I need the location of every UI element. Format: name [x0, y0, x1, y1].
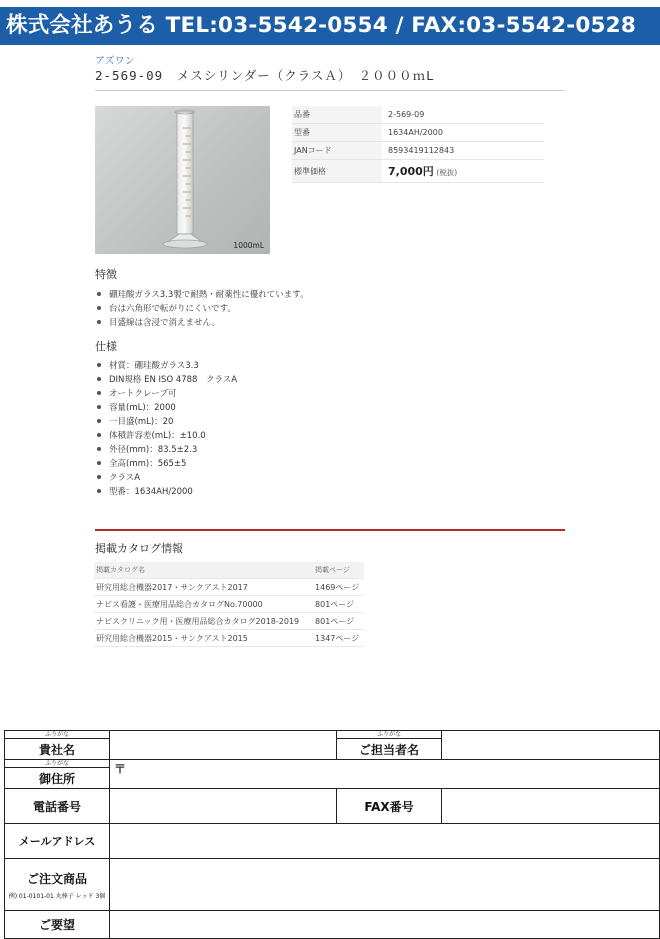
list-item: 全高(mm)：565±5 — [95, 457, 237, 471]
address-field[interactable] — [110, 760, 660, 789]
table-header: 掲載カタログ名 掲載ページ — [94, 562, 364, 579]
list-item: 一目盛(mL)：20 — [95, 415, 237, 429]
company-field[interactable] — [110, 739, 337, 760]
title-divider — [95, 90, 565, 91]
top-cut-logo — [96, 0, 246, 5]
list-item: 硼珪酸ガラス3.3製で耐熱・耐薬性に優れています。 — [95, 288, 309, 302]
order-example: 例) 01-0101-01 丸棒子 レッド 3個 — [8, 892, 106, 900]
address-label: 御住所 — [5, 768, 110, 789]
brand-link[interactable]: アズワン — [95, 56, 135, 67]
contact-banner: 株式会社あうる TEL:03-5542-0554 / FAX:03-5542-0528 — [0, 7, 660, 45]
table-row: 研究用総合機器2017・サンクアスト2017 1469ページ — [94, 579, 364, 596]
catalog-heading: 掲載カタログ情報 — [95, 542, 183, 555]
cell-value: 8593419112843 — [382, 142, 544, 160]
table-row: ナビスクリニック用・医療用品総合カタログ2018-2019 801ページ — [94, 613, 364, 630]
order-form — [4, 730, 660, 939]
furigana-label: ふりがな — [5, 760, 110, 768]
company-furigana-field[interactable] — [110, 731, 337, 739]
list-item: 容量(mL)：2000 — [95, 401, 237, 415]
specs-list — [95, 359, 237, 499]
list-item: 材質：硼珪酸ガラス3.3 — [95, 359, 237, 373]
email-field[interactable] — [110, 824, 660, 859]
person-furigana-field[interactable] — [442, 731, 660, 739]
price-label: 標準価格 — [292, 160, 382, 183]
company-label: 貴社名 — [5, 739, 110, 760]
list-item: 目盛線は含浸で消えません。 — [95, 316, 309, 330]
list-item: オートクレーブ可 — [95, 387, 237, 401]
phone-label: 電話番号 — [5, 789, 110, 824]
postal-mark: 〒 — [114, 762, 127, 776]
graduated-cylinder-image — [95, 106, 270, 254]
spec-table — [292, 106, 544, 183]
fax-label: FAX番号 — [337, 789, 442, 824]
page-title: 2-569-09 メスシリンダー（クラスＡ） ２０００ｍL — [95, 68, 435, 83]
cell-key: 品番 — [292, 106, 382, 124]
request-label: ご要望 — [5, 911, 110, 939]
fax-field[interactable] — [442, 789, 660, 824]
list-item: 外径(mm)：83.5±2.3 — [95, 443, 237, 457]
price-value: 7,000円 — [388, 165, 434, 178]
order-item-label: ご注文商品 例) 01-0101-01 丸棒子 レッド 3個 — [5, 859, 110, 911]
table-row — [292, 124, 544, 142]
list-item: 台は六角形で転がりにくいです。 — [95, 302, 309, 316]
features-list — [95, 288, 309, 330]
table-row: ナビス看護・医療用品総合カタログNo.70000 801ページ — [94, 596, 364, 613]
catalog-table — [94, 562, 364, 647]
person-label: ご担当者名 — [337, 739, 442, 760]
table-row: 研究用総合機器2015・サンクアスト2015 1347ページ — [94, 630, 364, 647]
order-item-field[interactable] — [110, 859, 660, 911]
cell-key: 型番 — [292, 124, 382, 142]
specs-heading: 仕様 — [95, 340, 117, 353]
cell-key: JANコード — [292, 142, 382, 160]
table-row — [292, 106, 544, 124]
price-row — [292, 160, 544, 183]
section-divider — [95, 529, 565, 531]
request-field[interactable] — [110, 911, 660, 939]
phone-field[interactable] — [110, 789, 337, 824]
list-item: 型番：1634AH/2000 — [95, 485, 237, 499]
email-label: メールアドレス — [5, 824, 110, 859]
person-field[interactable] — [442, 739, 660, 760]
list-item: DIN規格 EN ISO 4788 クラスA — [95, 373, 237, 387]
features-heading: 特徴 — [95, 268, 117, 281]
photo-caption: 1000mL — [233, 241, 264, 250]
furigana-label: ふりがな — [337, 731, 442, 739]
table-row — [292, 142, 544, 160]
tax-note: (税抜) — [436, 168, 458, 177]
product-photo — [95, 106, 270, 254]
furigana-label: ふりがな — [5, 731, 110, 739]
cell-value: 1634AH/2000 — [382, 124, 544, 142]
list-item: クラスA — [95, 471, 237, 485]
list-item: 体積許容差(mL)：±10.0 — [95, 429, 237, 443]
cell-value: 2-569-09 — [382, 106, 544, 124]
